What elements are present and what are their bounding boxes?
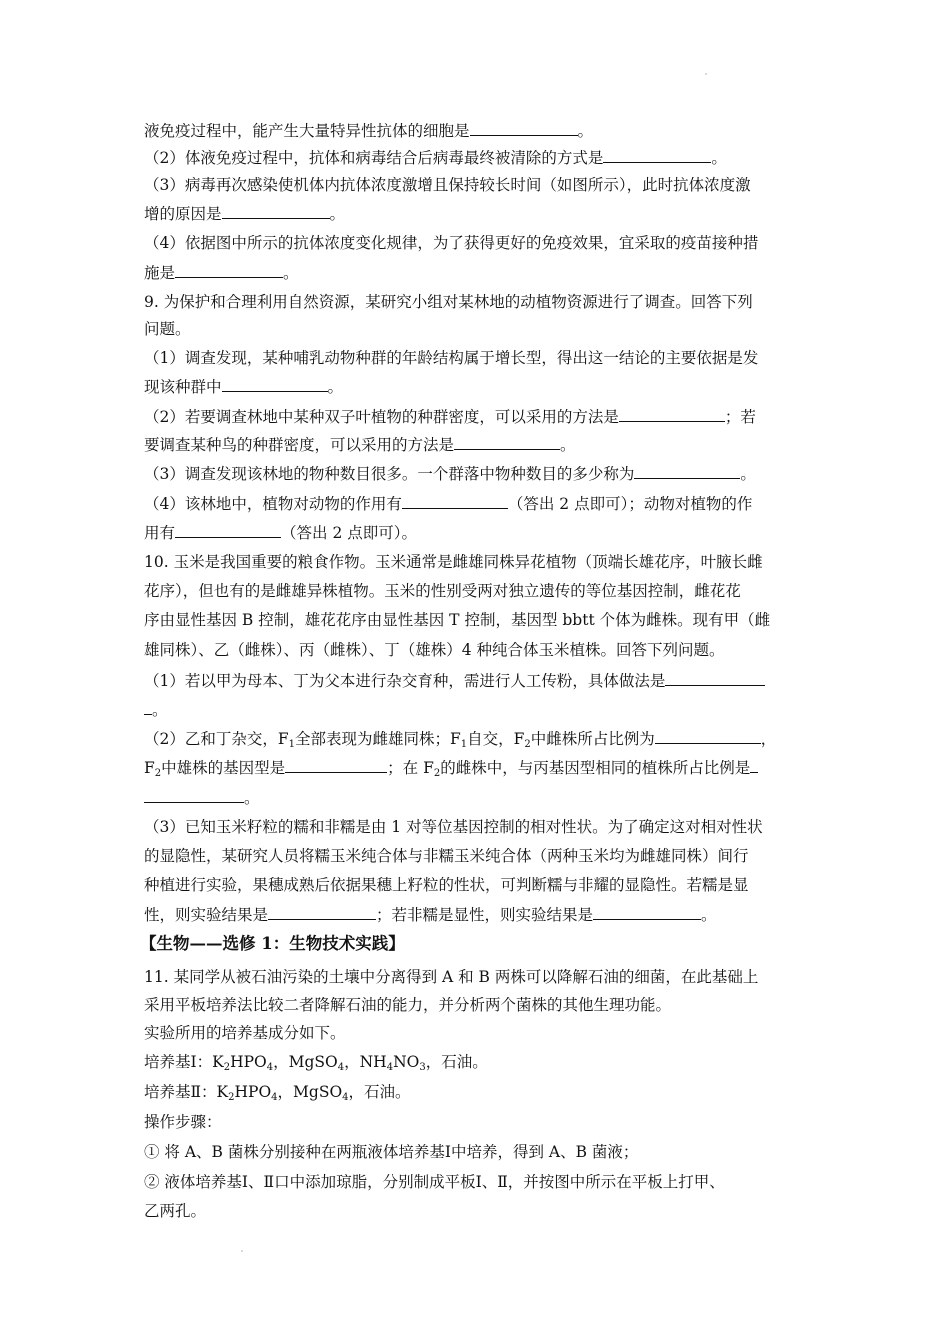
text-line: （1）调查发现，某种哺乳动物种群的年龄结构属于增长型，得出这一结论的主要依据是发 — [144, 349, 759, 367]
medium-formula-2: 培养基Ⅱ：$K_2HPO_4$，MgSO$_4$，石油。 — [144, 1083, 411, 1103]
text-line: 。 — [144, 787, 260, 808]
text-line: 问题。 — [144, 320, 191, 338]
text-line: （2）体液免疫过程中，抗体和病毒结合后病毒最终被清除的方式是 。 — [144, 149, 727, 167]
answer-blank[interactable] — [619, 406, 725, 422]
step-2: ② 液体培养基Ⅰ、Ⅱ口中添加琼脂，分别制成平板Ⅰ、Ⅱ，并按图中所示在平板上打甲、 — [144, 1173, 725, 1191]
answer-blank[interactable] — [285, 757, 387, 773]
text-line: （1）若以甲为母本、丁为父本进行杂交育种，需进行人工传粉，具体做法是 — [144, 670, 765, 691]
text-line: 雄同株）、乙（雌株）、丙（雌株）、丁（雄株）4 种纯合体玉米植株。回答下列问题。 — [144, 641, 725, 659]
text-line: （2）乙和丁杂交，$F_1$全部表现为雌雄同株；$F_1$自交，$F_2$中雌株所占比例为 ， — [144, 730, 777, 750]
text-line: 液免疫过程中，能产生大量特异性抗体的细胞是 。 — [144, 122, 594, 140]
answer-blank[interactable] — [222, 203, 330, 219]
answer-blank[interactable] — [470, 120, 578, 136]
text-line: （4）依据图中所示的抗体浓度变化规律，为了获得更好的免疫效果，宜采取的疫苗接种措 — [144, 234, 759, 252]
text-line: $F_2$中雄株的基因型是 ；在 $F_2$的雌株中，与丙基因型相同的植株所占比例是 — [144, 757, 758, 784]
text-line: （3）调查发现该林地的物种数目很多。一个群落中物种数目的多少称为 。 — [144, 465, 756, 483]
text-line: 序由显性基因 B 控制，雄花花序由显性基因 T 控制，基因型 bbtt 个体为雌株。现有甲（雌 — [144, 611, 771, 629]
text-line: （2）若要调查林地中某种双子叶植物的种群密度，可以采用的方法是 ；若 — [144, 408, 756, 426]
answer-blank[interactable] — [144, 699, 152, 715]
text-line: 采用平板培养法比较二者降解石油的能力，并分析两个菌株的其他生理功能。 — [144, 996, 672, 1014]
question-11-stem: 11. 某同学从被石油污染的土壤中分离得到 A 和 B 两株可以降解石油的细菌，在此基础上 — [144, 968, 759, 986]
text-line: （4）该林地中，植物对动物的作用有 （答出 2 点即可）；动物对植物的作 — [144, 495, 753, 513]
text-line: 现该种群中 。 — [144, 378, 344, 396]
scan-dot — [705, 73, 707, 75]
text-line: 种植进行实验，果穗成熟后依据果穗上籽粒的性状，可判断糯与非耀的显隐性。若糯是显 — [144, 876, 749, 894]
text-line: 增的原因是 。 — [144, 205, 346, 223]
answer-blank[interactable] — [665, 670, 765, 686]
answer-blank[interactable] — [634, 463, 740, 479]
text-line: 用有 （答出 2 点即可）。 — [144, 524, 417, 542]
answer-blank[interactable] — [593, 904, 701, 920]
answer-blank[interactable] — [655, 728, 761, 744]
answer-blank[interactable] — [175, 262, 283, 278]
question-10-stem: 10. 玉米是我国重要的粮食作物。玉米通常是雌雄同株异花植物（顶端长雄花序，叶腋长雌 — [144, 553, 763, 571]
answer-blank[interactable] — [454, 434, 560, 450]
text-line: （3）病毒再次感染使机体内抗体浓度激增且保持较长时间（如图所示），此时抗体浓度激 — [144, 176, 751, 194]
answer-blank[interactable] — [222, 376, 328, 392]
text-line: 。 — [144, 699, 168, 720]
text-line: 花序），但也有的是雌雄异株植物。玉米的性别受两对独立遗传的等位基因控制，雌花花 — [144, 582, 741, 600]
answer-blank[interactable] — [750, 757, 758, 773]
text-line: 施是 。 — [144, 264, 299, 282]
medium-formula-1: 培养基Ⅰ：$K_2HPO_4$，MgSO$_4$，$NH_4NO_3$，石油。 — [144, 1053, 488, 1073]
answer-blank[interactable] — [175, 522, 281, 538]
answer-blank[interactable] — [603, 147, 711, 163]
answer-blank[interactable] — [402, 493, 508, 509]
question-9-stem: 9. 为保护和合理利用自然资源，某研究小组对某林地的动植物资源进行了调查。回答下列 — [144, 293, 753, 311]
text-line: （3）已知玉米籽粒的糯和非糯是由 1 对等位基因控制的相对性状。为了确定这对相对性状 — [144, 818, 763, 836]
step-1: ① 将 A、B 菌株分别接种在两瓶液体培养基Ⅰ中培养，得到 A、B 菌液； — [144, 1143, 639, 1161]
section-title: 【生物——选修 1：生物技术实践】 — [140, 934, 405, 953]
answer-blank[interactable] — [144, 787, 244, 803]
text-line: 乙两孔。 — [144, 1202, 207, 1220]
text-line: 性，则实验结果是 ；若非糯是显性，则实验结果是 。 — [144, 906, 717, 924]
answer-blank[interactable] — [268, 904, 376, 920]
text-line: 实验所用的培养基成分如下。 — [144, 1024, 346, 1042]
text-line: 的显隐性，某研究人员将糯玉米纯合体与非糯玉米纯合体（两种玉米均为雌雄同株）间行 — [144, 847, 749, 865]
text-line: 要调查某种鸟的种群密度，可以采用的方法是 。 — [144, 436, 576, 454]
text-line: 操作步骤： — [144, 1113, 222, 1131]
scan-dot — [241, 1250, 243, 1252]
